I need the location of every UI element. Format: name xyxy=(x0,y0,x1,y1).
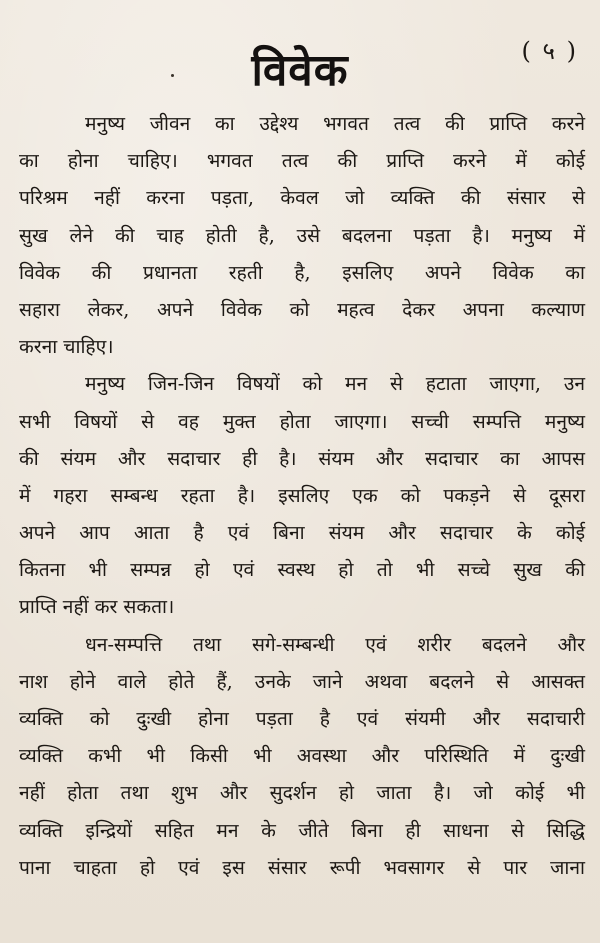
text-line: करना चाहिए। xyxy=(19,335,114,359)
text-line: धन-सम्पत्ति तथा सगे-सम्बन्धी एवं शरीर बदलने और xyxy=(85,632,585,656)
text-line: विवेक की प्रधानता रहती है, इसलिए अपने विवेक का xyxy=(19,260,585,284)
text-line: नाश होने वाले होते हैं, उनके जाने अथवा बदलने से आसक्त xyxy=(19,669,585,693)
page-title: विवेक xyxy=(251,45,349,96)
page-number: ( ५ ) xyxy=(521,37,578,65)
text-line: का होना चाहिए। भगवत तत्व की प्राप्ति करने में कोई xyxy=(19,149,585,173)
body-text xyxy=(19,105,585,886)
text-line: व्यक्ति कभी भी किसी भी अवस्था और परिस्थिति में दुःखी xyxy=(19,744,585,768)
text-line: व्यक्ति इन्द्रियों सहित मन के जीते बिना ही साधना से सिद्धि xyxy=(19,818,585,842)
print-speck xyxy=(171,74,174,77)
text-line: प्राप्ति नहीं कर सकता। xyxy=(19,595,175,619)
text-line: सुख लेने की चाह होती है, उसे बदलना पड़ता है। मनुष्य में xyxy=(19,223,585,247)
text-line: नहीं होता तथा शुभ और सुदर्शन हो जाता है। जो कोई भी xyxy=(19,781,585,805)
text-line: परिश्रम नहीं करना पड़ता, केवल जो व्यक्ति की संसार से xyxy=(19,186,585,210)
text-line: में गहरा सम्बन्ध रहता है। इसलिए एक को पकड़ने से दूसरा xyxy=(19,483,585,507)
text-line: मनुष्य जिन-जिन विषयों को मन से हटाता जाएगा, उन xyxy=(85,372,585,396)
text-line: अपने आप आता है एवं बिना संयम और सदाचार के कोई xyxy=(19,521,585,545)
text-line: सहारा लेकर, अपने विवेक को महत्व देकर अपना कल्याण xyxy=(19,297,585,321)
text-line: कितना भी सम्पन्न हो एवं स्वस्थ हो तो भी सच्चे सुख की xyxy=(19,558,585,582)
text-line: की संयम और सदाचार ही है। संयम और सदाचार का आपस xyxy=(19,446,585,470)
text-line: पाना चाहता हो एवं इस संसार रूपी भवसागर से पार जाना xyxy=(19,855,585,879)
text-line: मनुष्य जीवन का उद्देश्य भगवत तत्व की प्राप्ति करने xyxy=(85,112,585,135)
text-line: व्यक्ति को दुःखी होना पड़ता है एवं संयमी और सदाचारी xyxy=(19,707,585,730)
text-line: सभी विषयों से वह मुक्त होता जाएगा। सच्ची सम्पत्ति मनुष्य xyxy=(19,409,585,433)
